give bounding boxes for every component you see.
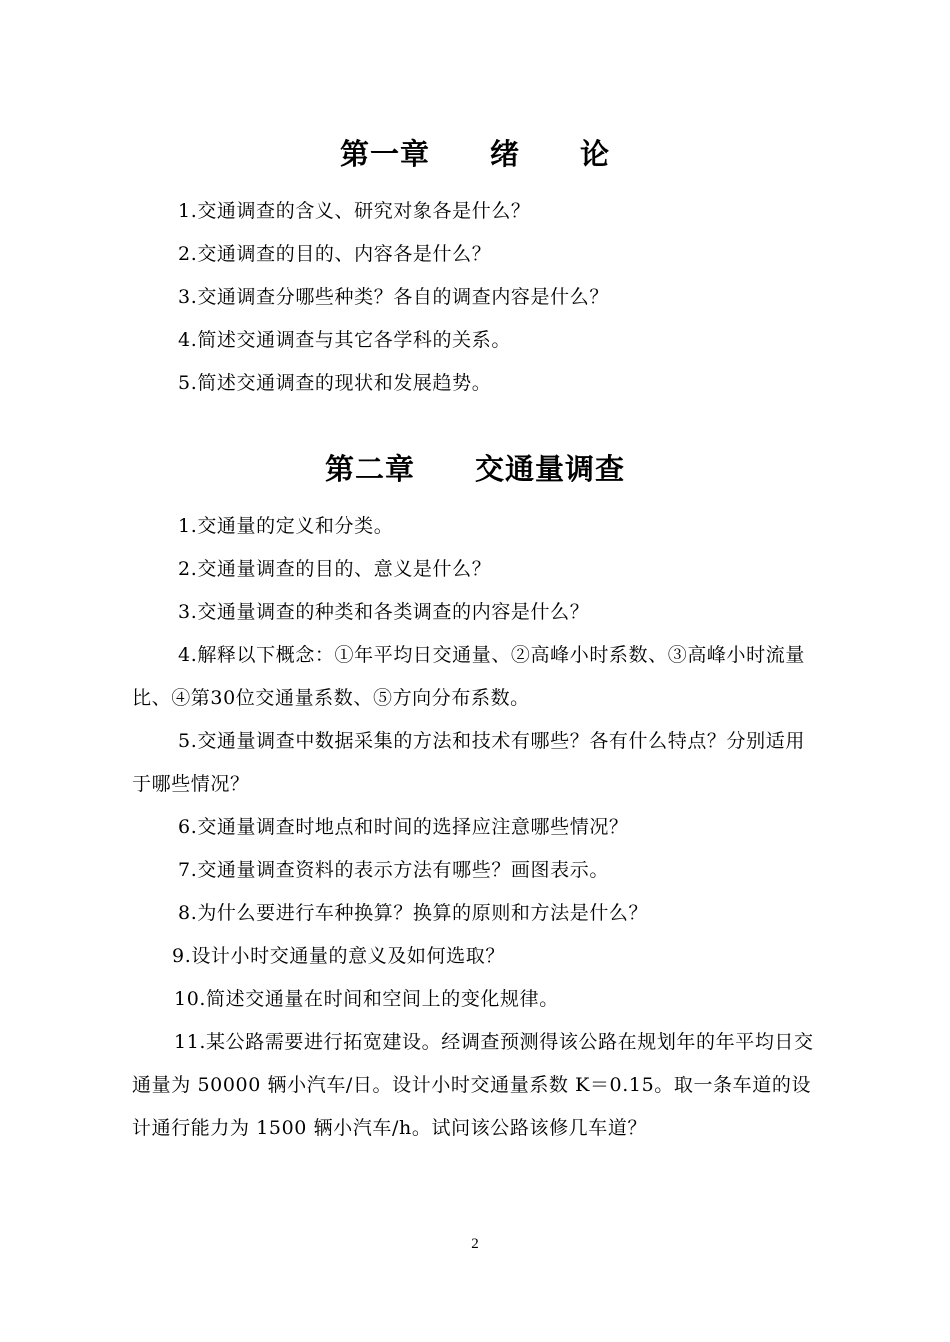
chapter-1-question-1: 1.交通调查的含义、研究对象各是什么？ xyxy=(178,200,531,222)
chapter-2-question-7: 7.交通量调查资料的表示方法有哪些？画图表示。 xyxy=(178,859,609,881)
chapter-2-question-10: 10.简述交通量在时间和空间上的变化规律。 xyxy=(174,988,559,1010)
chapter-1-question-2: 2.交通调查的目的、内容各是什么？ xyxy=(178,243,492,265)
chapter-2-question-9: 9.设计小时交通量的意义及如何选取？ xyxy=(172,945,505,967)
page-number: 2 xyxy=(471,1236,479,1252)
chapter-2-title: 第二章 交通量调查 xyxy=(324,452,625,486)
chapter-2-question-2: 2.交通量调查的目的、意义是什么？ xyxy=(178,558,492,580)
chapter-1-title: 第一章 绪 论 xyxy=(339,137,610,171)
chapter-2-question-6: 6.交通量调查时地点和时间的选择应注意哪些情况？ xyxy=(178,816,629,838)
chapter-1-question-4: 4.简述交通调查与其它各学科的关系。 xyxy=(178,329,511,351)
chapter-2-question-4: 4.解释以下概念：①年平均日交通量、②高峰小时系数、③高峰小时流量比、④第30位交通量系数、⑤方向分布系数。 xyxy=(132,644,805,709)
chapter-2-question-5: 5.交通量调查中数据采集的方法和技术有哪些？各有什么特点？分别适用于哪些情况？ xyxy=(132,730,805,795)
chapter-1-question-5: 5.简述交通调查的现状和发展趋势。 xyxy=(178,372,492,394)
chapter-2-question-11: 11.某公路需要进行拓宽建设。经调查预测得该公路在规划年的年平均日交通量为 50000 辆小汽车/日。设计小时交通量系数 K＝0.15。取一条车道的设计通行能力为 1500 辆小汽车/h。试问该公路该修几车道？ xyxy=(132,1031,814,1139)
chapter-2-question-3: 3.交通量调查的种类和各类调查的内容是什么？ xyxy=(178,601,590,623)
chapter-2-question-8: 8.为什么要进行车种换算？换算的原则和方法是什么？ xyxy=(178,902,649,924)
chapter-1-question-3: 3.交通调查分哪些种类？各自的调查内容是什么？ xyxy=(178,286,609,308)
chapter-2-question-1: 1.交通量的定义和分类。 xyxy=(178,515,394,537)
